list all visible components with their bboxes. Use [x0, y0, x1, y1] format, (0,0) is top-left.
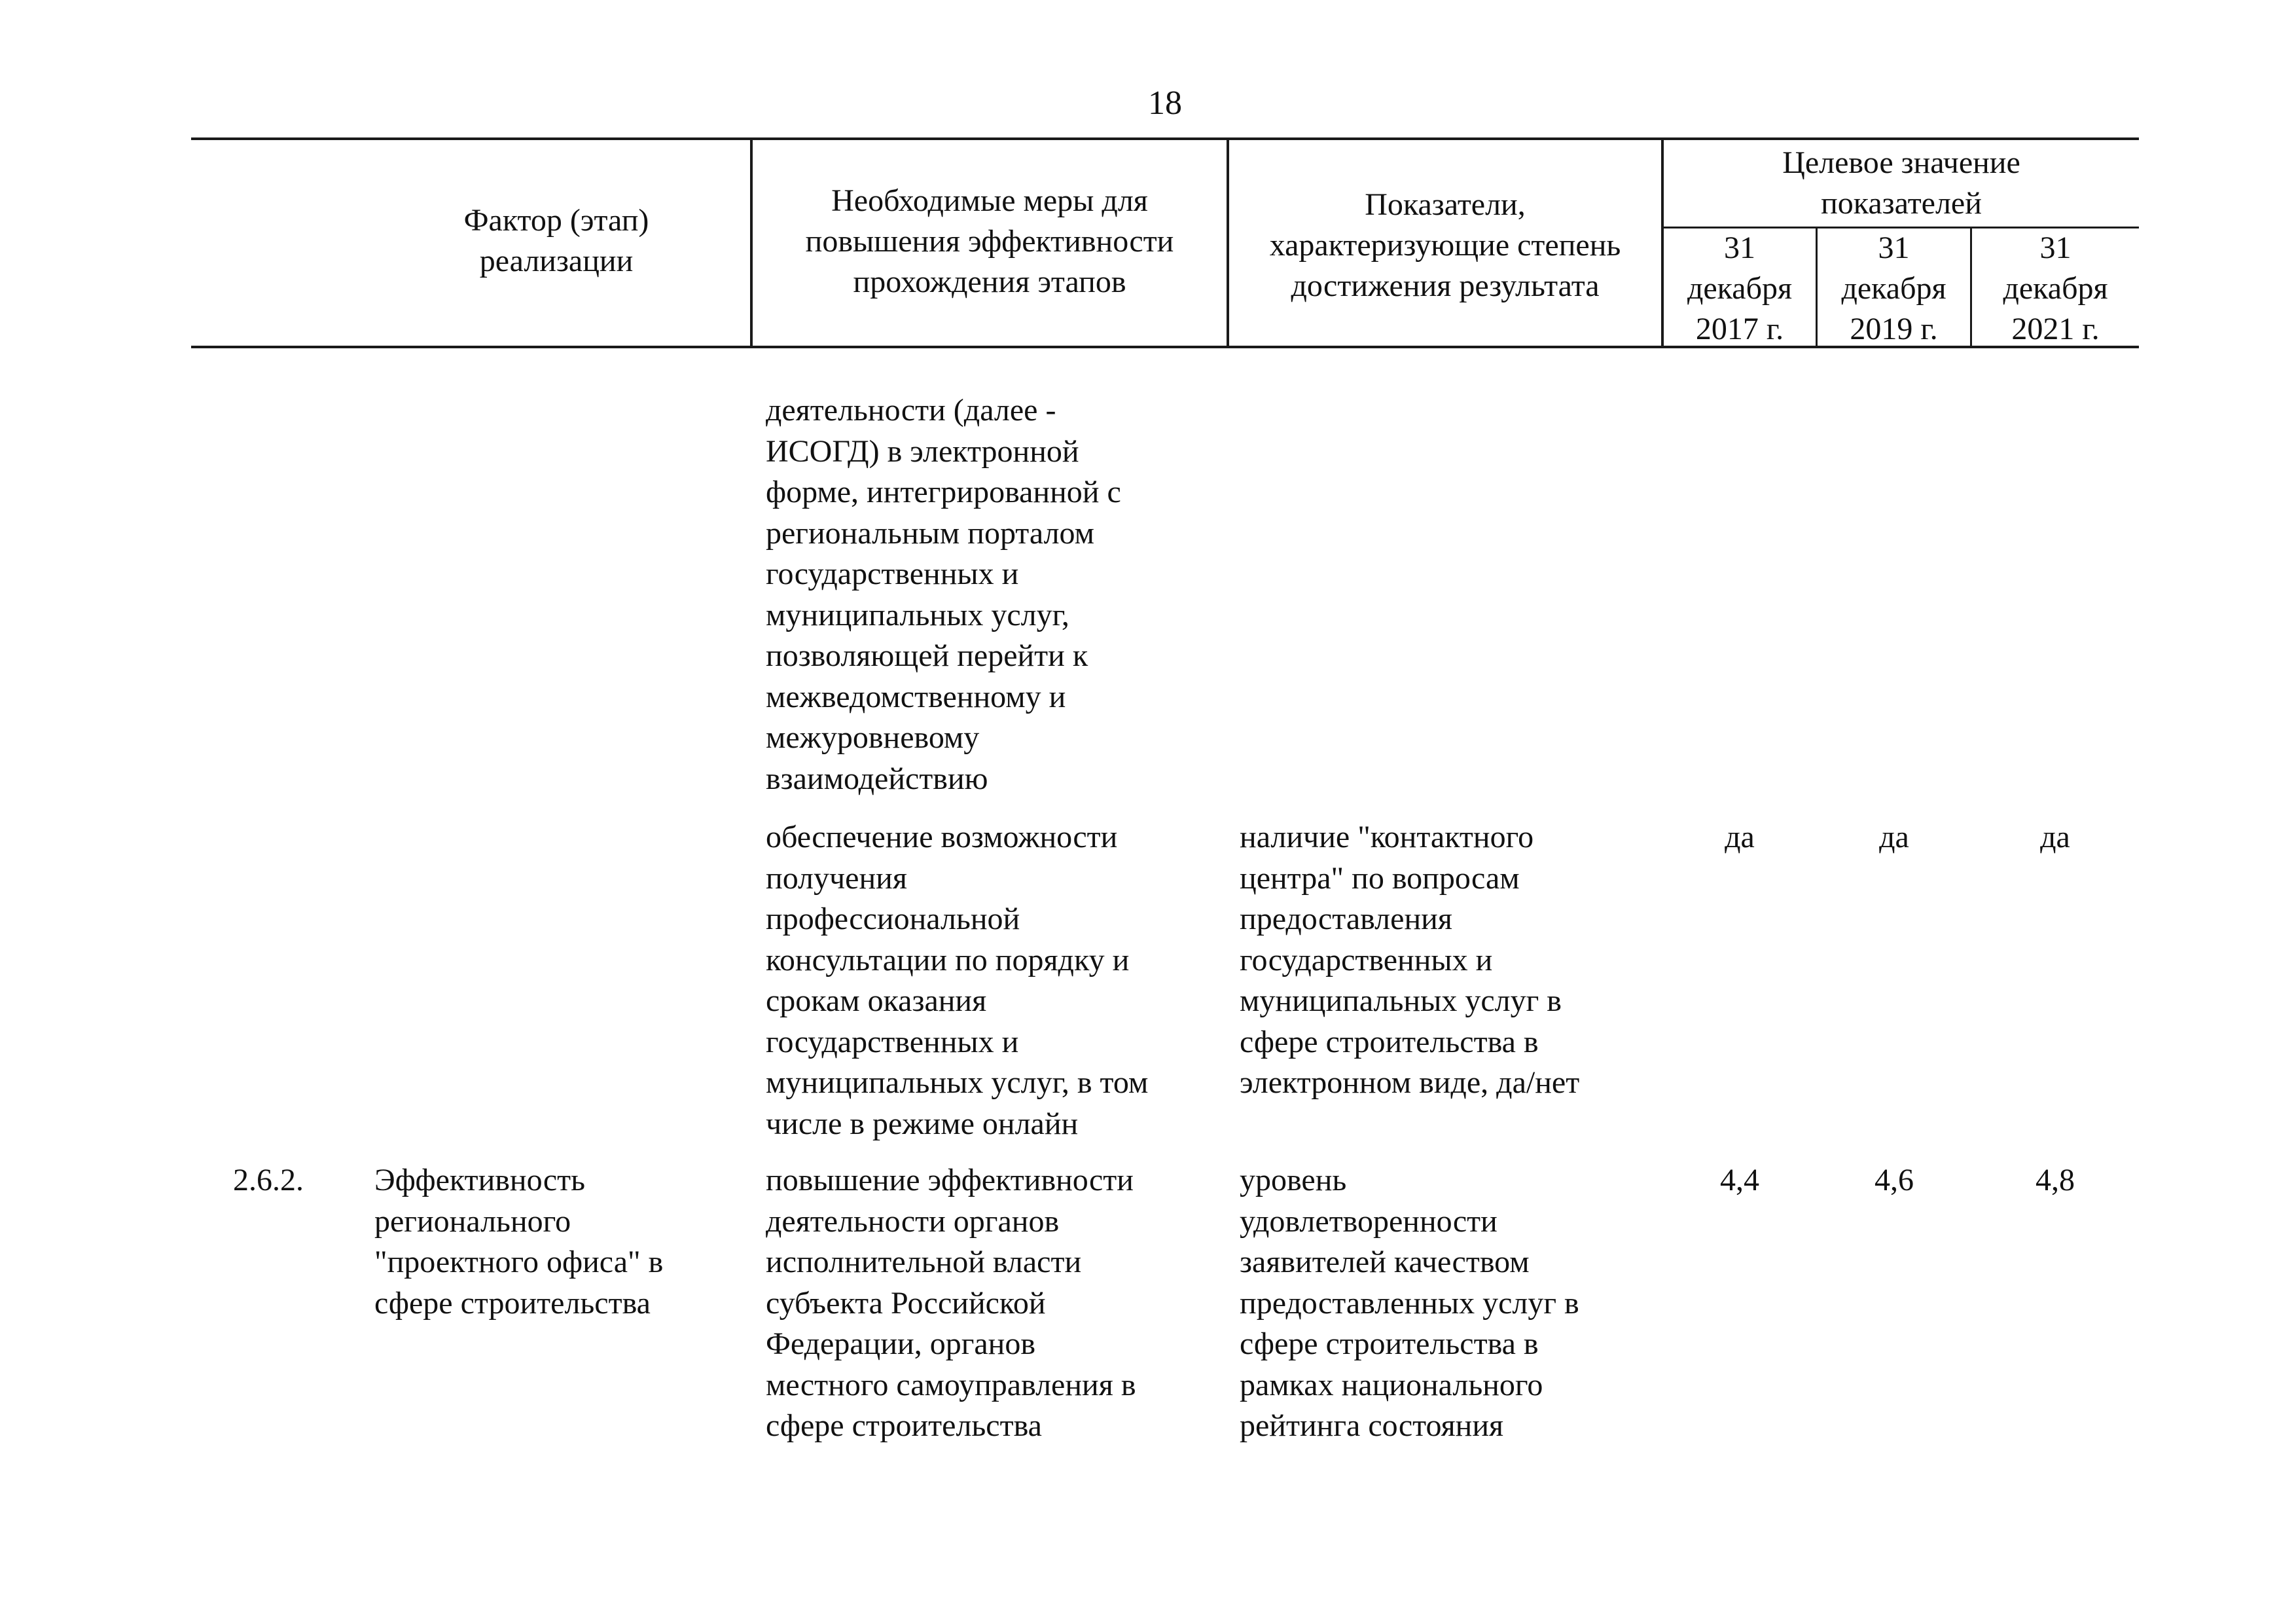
text-line: регионального: [374, 1203, 571, 1239]
text-line: ИСОГД) в электронной: [766, 433, 1079, 469]
text-line: государственных и: [1240, 942, 1493, 977]
text-line: наличие "контактного: [1240, 820, 1534, 854]
text-line: консультации по порядку и: [766, 942, 1130, 977]
row-3-number: 2.6.2.: [233, 1163, 304, 1197]
date-2019-year: 2019 г.: [1850, 312, 1938, 346]
header-target-line-2: показателей: [1821, 186, 1982, 221]
text-line: числе в режиме онлайн: [766, 1106, 1079, 1141]
header-date-2017: [1664, 228, 1816, 350]
row-1-measures: [766, 390, 1121, 799]
row-3-measures: [766, 1160, 1136, 1447]
date-2017-day: 31: [1724, 230, 1755, 265]
header-factor-line-1: Фактор (этап): [463, 203, 649, 238]
row-2-indicators: [1240, 817, 1579, 1104]
text-line: исполнительной власти: [766, 1245, 1082, 1279]
text-line: сфере строительства: [766, 1408, 1042, 1443]
text-line: "проектного офиса" в: [374, 1245, 664, 1279]
text-line: позволяющей перейти к: [766, 638, 1088, 673]
date-2019-day: 31: [1878, 230, 1910, 265]
row-2-measures: [766, 817, 1148, 1144]
text-line: Федерации, органов: [766, 1326, 1036, 1361]
text-line: субъекта Российской: [766, 1285, 1046, 1321]
header-factor-line-2: реализации: [479, 244, 634, 278]
text-line: срокам оказания: [766, 983, 987, 1018]
header-target-line-1: Целевое значение: [1782, 145, 2020, 180]
date-2021-year: 2021 г.: [2011, 312, 2100, 346]
text-line: заявителей качеством: [1240, 1245, 1530, 1279]
text-line: муниципальных услуг, в том: [766, 1065, 1149, 1100]
header-indicators-line-2: характеризующие степень: [1269, 228, 1621, 263]
header-indicators-line-3: достижения результата: [1291, 268, 1600, 303]
row-3-value-2017: 4,4: [1720, 1163, 1759, 1197]
row-3-value-2021: 4,8: [2036, 1163, 2075, 1197]
row-3-indicators: [1240, 1160, 1579, 1447]
text-line: удовлетворенности: [1240, 1203, 1498, 1239]
row-2-value-2017: да: [1725, 820, 1755, 854]
text-line: сфере строительства в: [1240, 1024, 1539, 1059]
text-line: государственных и: [766, 1024, 1019, 1059]
date-2017-month: декабря: [1687, 271, 1793, 306]
header-measures: [753, 181, 1227, 302]
header-date-2021: [1972, 228, 2139, 350]
text-line: профессиональной: [766, 902, 1020, 936]
header-measures-line-3: прохождения этапов: [853, 264, 1126, 299]
row-3-value-2019: 4,6: [1874, 1163, 1914, 1197]
header-measures-line-2: повышения эффективности: [805, 224, 1174, 259]
date-2021-day: 31: [2039, 230, 2072, 265]
text-line: электронном виде, да/нет: [1240, 1065, 1580, 1100]
text-line: деятельности (далее -: [766, 393, 1056, 428]
text-line: форме, интегрированной с: [766, 475, 1121, 509]
text-line: обеспечение возможности: [766, 820, 1118, 854]
text-line: получения: [766, 860, 907, 896]
date-2017-year: 2017 г.: [1695, 312, 1784, 346]
text-line: межведомственному и: [766, 679, 1066, 714]
text-line: рейтинга состояния: [1240, 1408, 1504, 1443]
text-line: предоставления: [1240, 902, 1452, 936]
text-line: сфере строительства в: [1240, 1326, 1539, 1361]
header-indicators-line-1: Показатели,: [1365, 187, 1526, 222]
row-3-factor: [374, 1160, 663, 1324]
text-line: центра" по вопросам: [1240, 860, 1520, 896]
date-2019-month: декабря: [1841, 271, 1946, 306]
text-line: рамках национального: [1240, 1367, 1543, 1402]
table-top-rule: [191, 137, 2139, 140]
text-line: межуровневому: [766, 720, 980, 755]
text-line: Эффективность: [374, 1163, 585, 1197]
header-measures-line-1: Необходимые меры для: [831, 183, 1148, 218]
text-line: предоставленных услуг в: [1240, 1285, 1579, 1321]
text-line: уровень: [1240, 1163, 1347, 1197]
text-line: деятельности органов: [766, 1203, 1060, 1239]
page-number: 18: [1148, 84, 1182, 122]
header-date-2019: [1818, 228, 1970, 350]
header-target-group: [1664, 143, 2139, 224]
row-2-value-2019: да: [1879, 820, 1909, 854]
text-line: взаимодействию: [766, 761, 988, 796]
header-indicators: [1229, 185, 1661, 306]
text-line: повышение эффективности: [766, 1163, 1134, 1197]
text-line: региональным порталом: [766, 515, 1095, 551]
text-line: муниципальных услуг в: [1240, 983, 1562, 1018]
text-line: сфере строительства: [374, 1285, 651, 1321]
text-line: государственных и: [766, 556, 1019, 591]
date-2021-month: декабря: [2003, 271, 2108, 306]
row-2-value-2021: да: [2040, 820, 2070, 854]
text-line: местного самоуправления в: [766, 1367, 1136, 1402]
header-factor: [393, 200, 720, 282]
text-line: муниципальных услуг,: [766, 597, 1069, 632]
